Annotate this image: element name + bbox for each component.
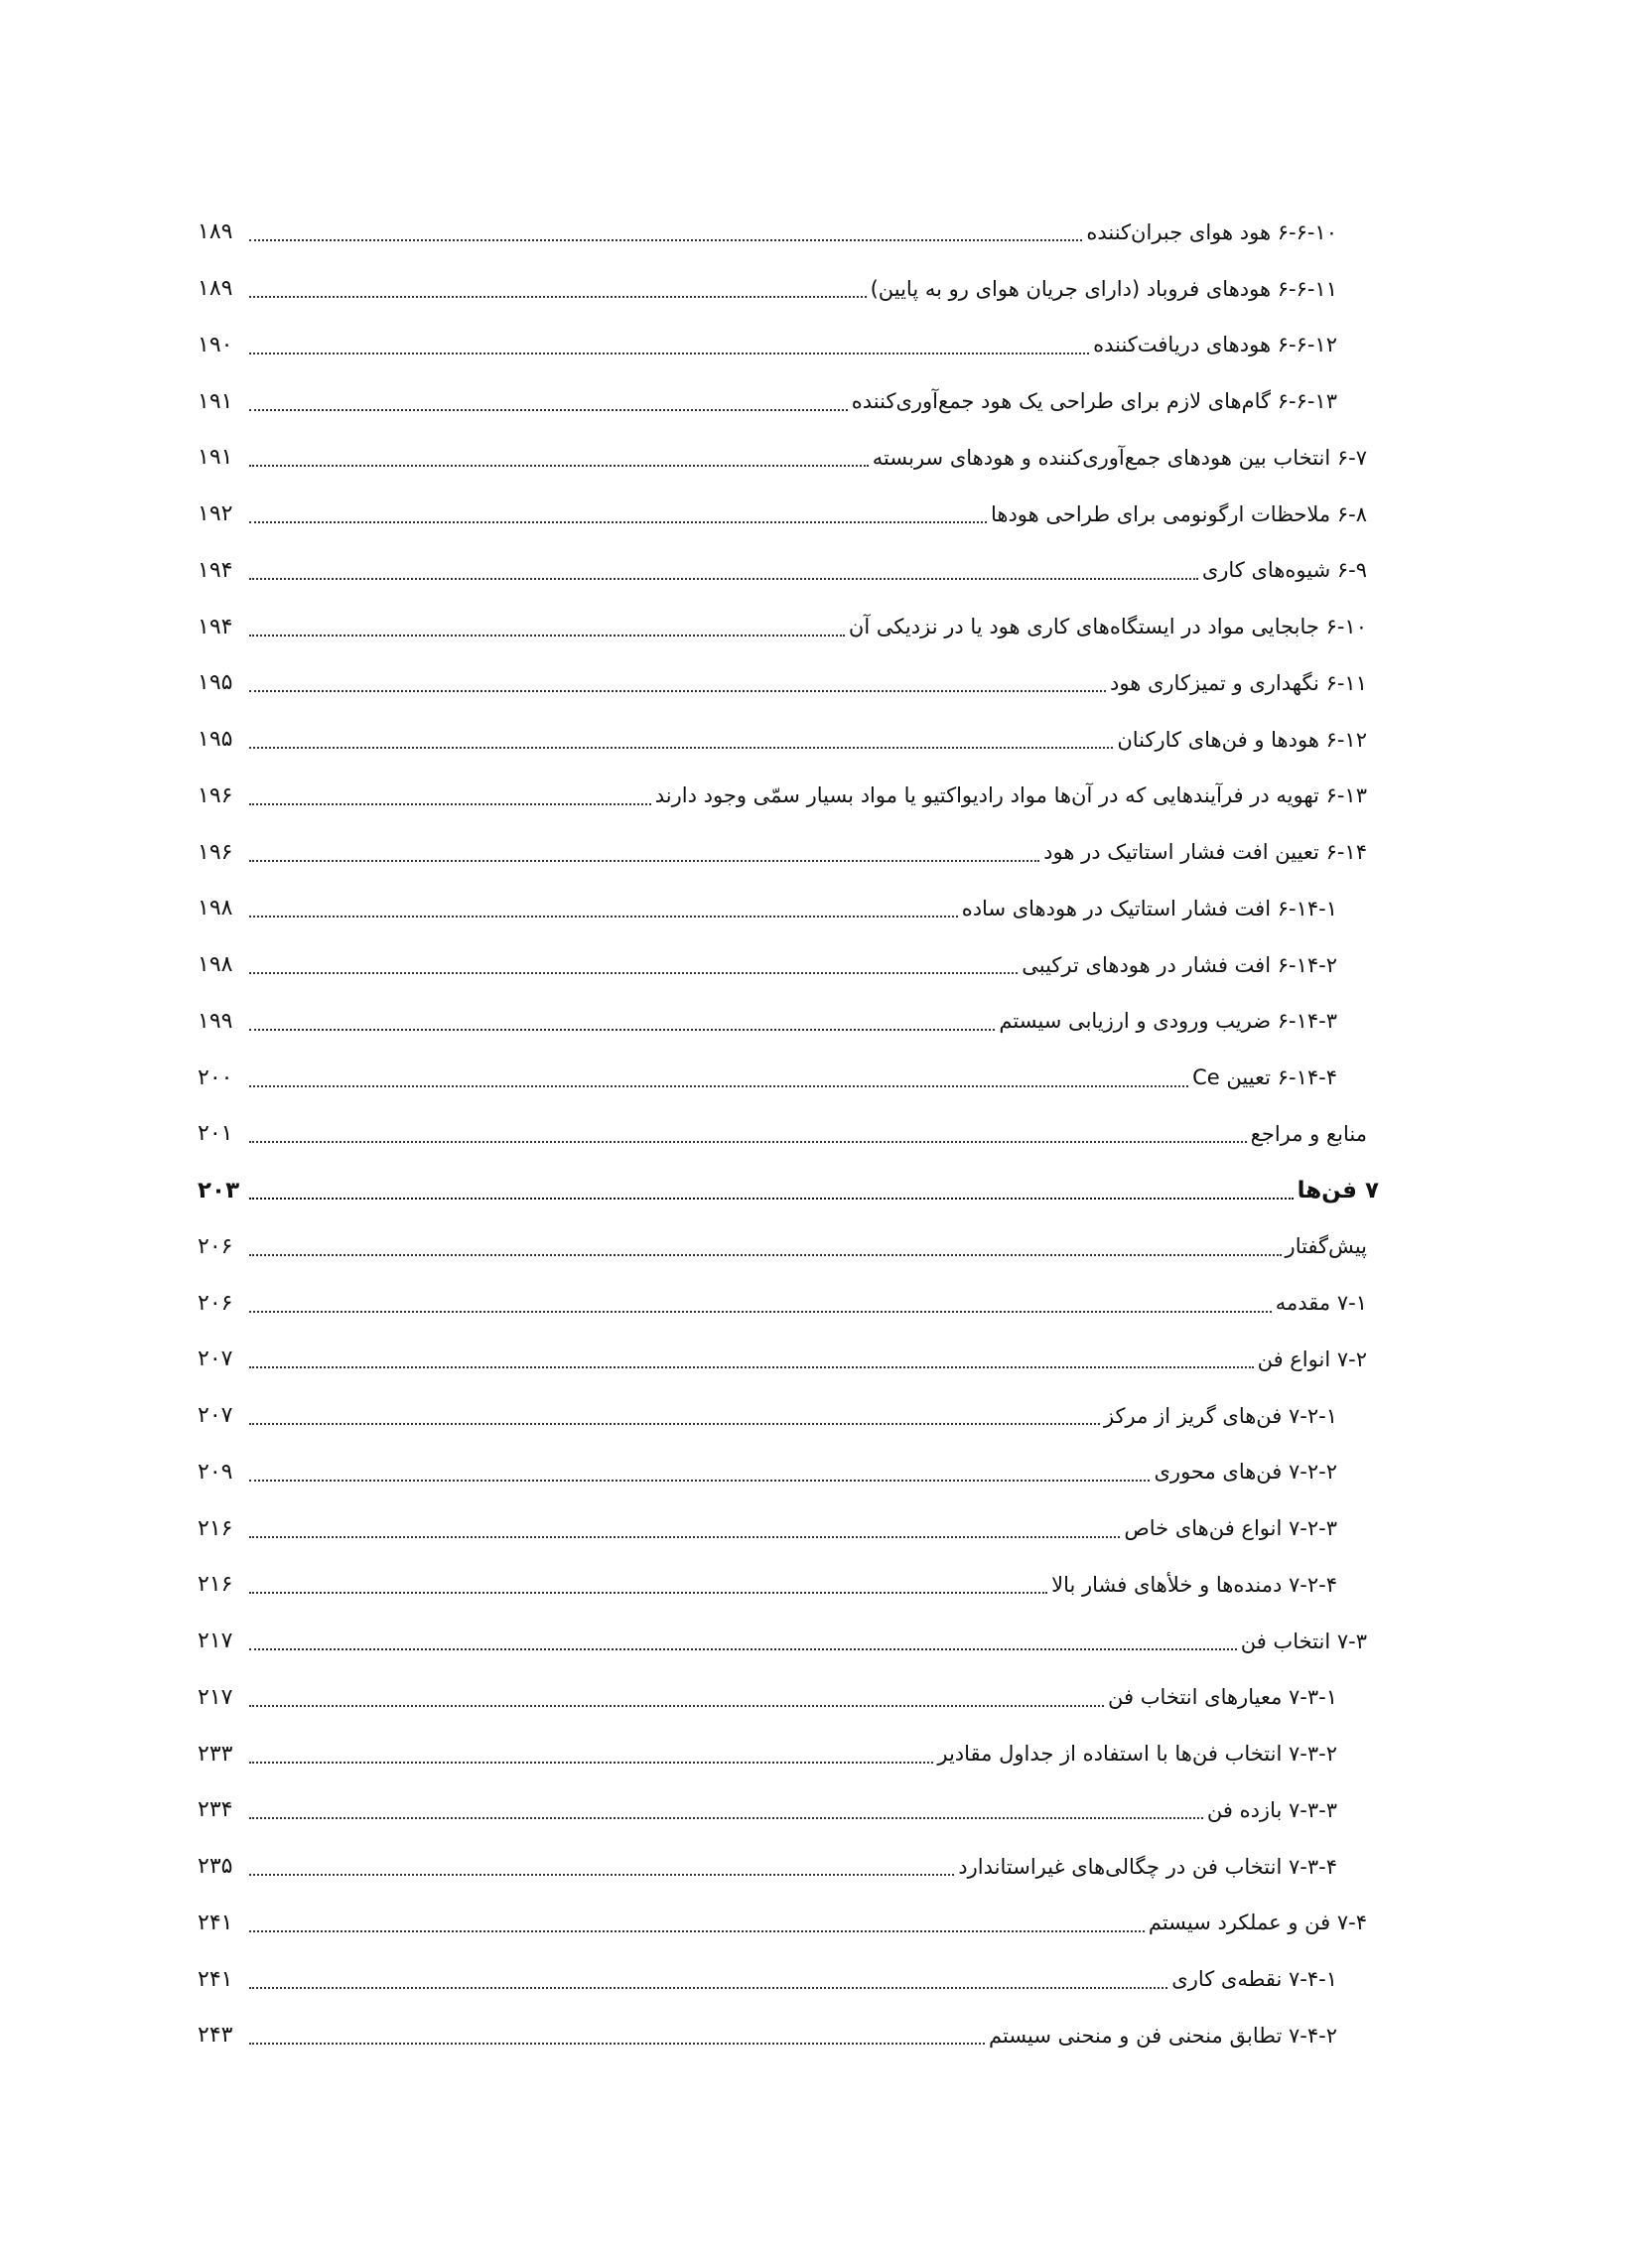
toc-entry-title: منابع و مراجع bbox=[1250, 1121, 1367, 1146]
toc-entry[interactable] bbox=[198, 881, 1379, 937]
toc-entry[interactable] bbox=[198, 373, 1379, 430]
dot-leader bbox=[249, 239, 1082, 241]
dot-leader bbox=[249, 972, 1018, 974]
toc-entry-page: ۲۳۳ bbox=[198, 1741, 233, 1767]
toc-entry[interactable] bbox=[198, 543, 1379, 600]
toc-entry-page: ۱۸۹ bbox=[198, 219, 233, 245]
toc-entry-page: ۲۱۶ bbox=[198, 1572, 233, 1598]
toc-entry-title: ۷-۲-۲ فن‌های محوری bbox=[1154, 1460, 1337, 1485]
toc-entry[interactable] bbox=[198, 1896, 1379, 1952]
toc-entry-title: ۶-۱۰ جابجایی مواد در ایستگاه‌های کاری هود یا در نزدیکی آن bbox=[848, 615, 1367, 639]
toc-entry-page: ۱۹۴ bbox=[198, 614, 233, 639]
toc-entry-page: ۱۹۶ bbox=[198, 839, 233, 865]
table-of-contents bbox=[198, 205, 1379, 2064]
toc-entry-page: ۲۱۶ bbox=[198, 1515, 233, 1541]
toc-entry[interactable] bbox=[198, 1951, 1379, 2008]
toc-entry-page: ۱۹۱ bbox=[198, 445, 233, 471]
dot-leader bbox=[249, 1480, 1150, 1482]
toc-entry-title: ۷-۳ انتخاب فن bbox=[1240, 1629, 1367, 1653]
toc-entry[interactable] bbox=[198, 655, 1379, 712]
dot-leader bbox=[249, 353, 1089, 354]
toc-entry-title: ۶-۶-۱۳ گام‌های لازم برای طراحی یک هود جمع‌آوری‌کننده bbox=[851, 389, 1337, 414]
toc-entry[interactable] bbox=[198, 318, 1379, 374]
toc-entry-title: ۶-۱۴-۳ ضریب ورودی و ارزیابی سیستم bbox=[999, 1009, 1337, 1034]
toc-entry-page: ۱۹۲ bbox=[198, 501, 233, 527]
toc-entry[interactable] bbox=[198, 1500, 1379, 1557]
dot-leader bbox=[249, 1536, 1120, 1538]
dot-leader bbox=[249, 296, 867, 298]
toc-entry-title: ۶-۱۴-۲ افت فشار در هودهای ترکیبی bbox=[1022, 952, 1337, 977]
toc-entry[interactable] bbox=[198, 1726, 1379, 1782]
toc-entry-page: ۲۰۱ bbox=[198, 1121, 233, 1147]
dot-leader bbox=[249, 1874, 954, 1876]
toc-chapter-entry[interactable] bbox=[198, 1163, 1379, 1219]
toc-entry-page: ۲۰۰ bbox=[198, 1064, 233, 1090]
toc-entry[interactable] bbox=[198, 599, 1379, 655]
toc-entry-page: ۲۰۷ bbox=[198, 1403, 233, 1429]
dot-leader bbox=[249, 1762, 933, 1764]
toc-entry-page: ۱۹۵ bbox=[198, 727, 233, 753]
toc-entry[interactable] bbox=[198, 430, 1379, 487]
toc-entry-title: ۶-۸ ملاحظات ارگونومی برای طراحی هودها bbox=[990, 501, 1367, 526]
toc-entry-page: ۲۰۳ bbox=[198, 1177, 240, 1204]
toc-entry-title: ۶-۹ شیوه‌های کاری bbox=[1201, 558, 1367, 583]
dot-leader bbox=[249, 635, 845, 637]
toc-entry-title: ۶-۷ انتخاب بین هودهای جمع‌آوری‌کننده و هودهای سربسته bbox=[872, 445, 1367, 470]
toc-entry-page: ۱۹۸ bbox=[198, 896, 233, 921]
toc-entry-page: ۲۰۶ bbox=[198, 1233, 233, 1259]
toc-entry[interactable] bbox=[198, 1670, 1379, 1727]
toc-entry[interactable] bbox=[198, 1050, 1379, 1106]
dot-leader bbox=[249, 1366, 1254, 1368]
toc-entry[interactable] bbox=[198, 1332, 1379, 1388]
dot-leader bbox=[249, 1987, 1167, 1989]
toc-entry-title: ۷-۲-۳ انواع فن‌های خاص bbox=[1124, 1516, 1337, 1541]
toc-entry-title: ۷-۳-۱ معیارهای انتخاب فن bbox=[1108, 1685, 1337, 1710]
toc-entry[interactable] bbox=[198, 1388, 1379, 1445]
dot-leader bbox=[249, 1648, 1237, 1650]
toc-entry-page: ۱۹۵ bbox=[198, 670, 233, 696]
toc-entry-page: ۱۹۴ bbox=[198, 557, 233, 583]
dot-leader bbox=[249, 1141, 1247, 1143]
toc-entry[interactable] bbox=[198, 1219, 1379, 1276]
toc-entry-title: ۷-۱ مقدمه bbox=[1275, 1291, 1367, 1316]
toc-entry-title: ۷-۳-۲ انتخاب فن‌ها با استفاده از جداول مقادیر bbox=[937, 1742, 1337, 1767]
toc-entry-title: ۷-۴ فن و عملکرد سیستم bbox=[1148, 1911, 1367, 1935]
toc-entry-page: ۲۰۷ bbox=[198, 1347, 233, 1372]
dot-leader bbox=[249, 1705, 1104, 1707]
toc-entry[interactable] bbox=[198, 994, 1379, 1051]
toc-entry-page: ۲۳۴ bbox=[198, 1797, 233, 1823]
dot-leader bbox=[249, 747, 1113, 749]
toc-entry-page: ۲۴۳ bbox=[198, 2023, 233, 2049]
toc-entry-title: پیش‌گفتار bbox=[1285, 1234, 1367, 1259]
toc-entry[interactable] bbox=[198, 769, 1379, 825]
toc-entry-title: ۶-۶-۱۲ هودهای دریافت‌کننده bbox=[1093, 333, 1337, 357]
dot-leader bbox=[249, 1085, 1188, 1087]
dot-leader bbox=[249, 1930, 1145, 1932]
toc-entry[interactable] bbox=[198, 1275, 1379, 1332]
dot-leader bbox=[249, 465, 869, 467]
dot-leader bbox=[249, 803, 651, 805]
toc-entry-title: ۶-۶-۱۰ هود هوای جبران‌کننده bbox=[1086, 219, 1337, 244]
toc-entry[interactable] bbox=[198, 1839, 1379, 1896]
toc-entry-title: ۷-۲-۴ دمنده‌ها و خلأهای فشار بالا bbox=[1051, 1572, 1337, 1597]
toc-entry-title: ۶-۱۴-۴ تعیین Ce bbox=[1192, 1065, 1337, 1090]
dot-leader bbox=[249, 1029, 995, 1031]
toc-entry[interactable] bbox=[198, 1614, 1379, 1670]
toc-entry[interactable] bbox=[198, 205, 1379, 261]
toc-entry[interactable] bbox=[198, 824, 1379, 881]
dot-leader bbox=[249, 1311, 1272, 1313]
toc-entry-title: ۷-۴-۱ نقطه‌ی کاری bbox=[1171, 1967, 1337, 1992]
toc-entry-title: ۶-۱۲ هودها و فن‌های کارکنان bbox=[1117, 727, 1367, 752]
dot-leader bbox=[249, 1423, 1100, 1425]
toc-entry-page: ۲۰۹ bbox=[198, 1459, 233, 1485]
toc-entry-page: ۲۴۱ bbox=[198, 1966, 233, 1992]
dot-leader bbox=[249, 690, 1106, 692]
toc-entry[interactable] bbox=[198, 487, 1379, 543]
toc-entry[interactable] bbox=[198, 261, 1379, 318]
toc-entry-page: ۱۹۶ bbox=[198, 782, 233, 808]
toc-entry[interactable] bbox=[198, 1445, 1379, 1501]
toc-entry-title: ۶-۱۱ نگهداری و تمیزکاری هود bbox=[1110, 670, 1367, 695]
dot-leader bbox=[249, 578, 1198, 580]
toc-entry-title: ۶-۱۴ تعیین افت فشار استاتیک در هود bbox=[1043, 840, 1367, 865]
toc-entry[interactable] bbox=[198, 712, 1379, 769]
dot-leader bbox=[249, 409, 848, 411]
toc-entry-page: ۲۳۵ bbox=[198, 1854, 233, 1880]
toc-entry-page: ۱۹۰ bbox=[198, 332, 233, 357]
dot-leader bbox=[249, 860, 1039, 862]
toc-entry[interactable] bbox=[198, 1106, 1379, 1163]
dot-leader bbox=[249, 1198, 1294, 1200]
toc-entry-title: ۷-۳-۳ بازده فن bbox=[1206, 1797, 1337, 1822]
toc-entry-title: ۷ فن‌ها bbox=[1297, 1177, 1379, 1204]
toc-entry-title: ۷-۲-۱ فن‌های گریز از مرکز bbox=[1103, 1403, 1337, 1428]
toc-entry-page: ۱۹۱ bbox=[198, 388, 233, 414]
toc-entry-page: ۲۱۷ bbox=[198, 1684, 233, 1710]
dot-leader bbox=[249, 916, 958, 918]
toc-entry[interactable] bbox=[198, 1782, 1379, 1839]
toc-entry[interactable] bbox=[198, 1557, 1379, 1614]
toc-entry-title: ۶-۱۳ تهویه در فرآیندهایی که در آن‌ها مواد رادیواکتیو یا مواد بسیار سمّی وجود دارند bbox=[654, 783, 1367, 808]
toc-entry[interactable] bbox=[198, 937, 1379, 994]
dot-leader bbox=[249, 2043, 985, 2045]
dot-leader bbox=[249, 1254, 1282, 1256]
toc-entry-page: ۲۱۷ bbox=[198, 1629, 233, 1654]
toc-entry-page: ۱۹۹ bbox=[198, 1008, 233, 1034]
toc-entry-page: ۲۰۶ bbox=[198, 1290, 233, 1316]
toc-entry-page: ۱۹۸ bbox=[198, 952, 233, 978]
toc-entry-title: ۷-۴-۲ تطابق منحنی فن و منحنی سیستم bbox=[989, 2023, 1337, 2048]
toc-entry-page: ۱۸۹ bbox=[198, 276, 233, 302]
toc-entry-title: ۷-۲ انواع فن bbox=[1257, 1347, 1367, 1371]
toc-entry-title: ۶-۶-۱۱ هودهای فروباد (دارای جریان هوای رو به پایین) bbox=[870, 276, 1337, 301]
dot-leader bbox=[249, 1817, 1203, 1819]
toc-entry-page: ۲۴۱ bbox=[198, 1910, 233, 1935]
toc-entry-title: ۶-۱۴-۱ افت فشار استاتیک در هودهای ساده bbox=[961, 896, 1337, 921]
dot-leader bbox=[249, 521, 987, 523]
toc-entry[interactable] bbox=[198, 2008, 1379, 2064]
toc-entry-title: ۷-۳-۴ انتخاب فن در چگالی‌های غیراستاندارد bbox=[958, 1854, 1337, 1879]
dot-leader bbox=[249, 1592, 1047, 1594]
